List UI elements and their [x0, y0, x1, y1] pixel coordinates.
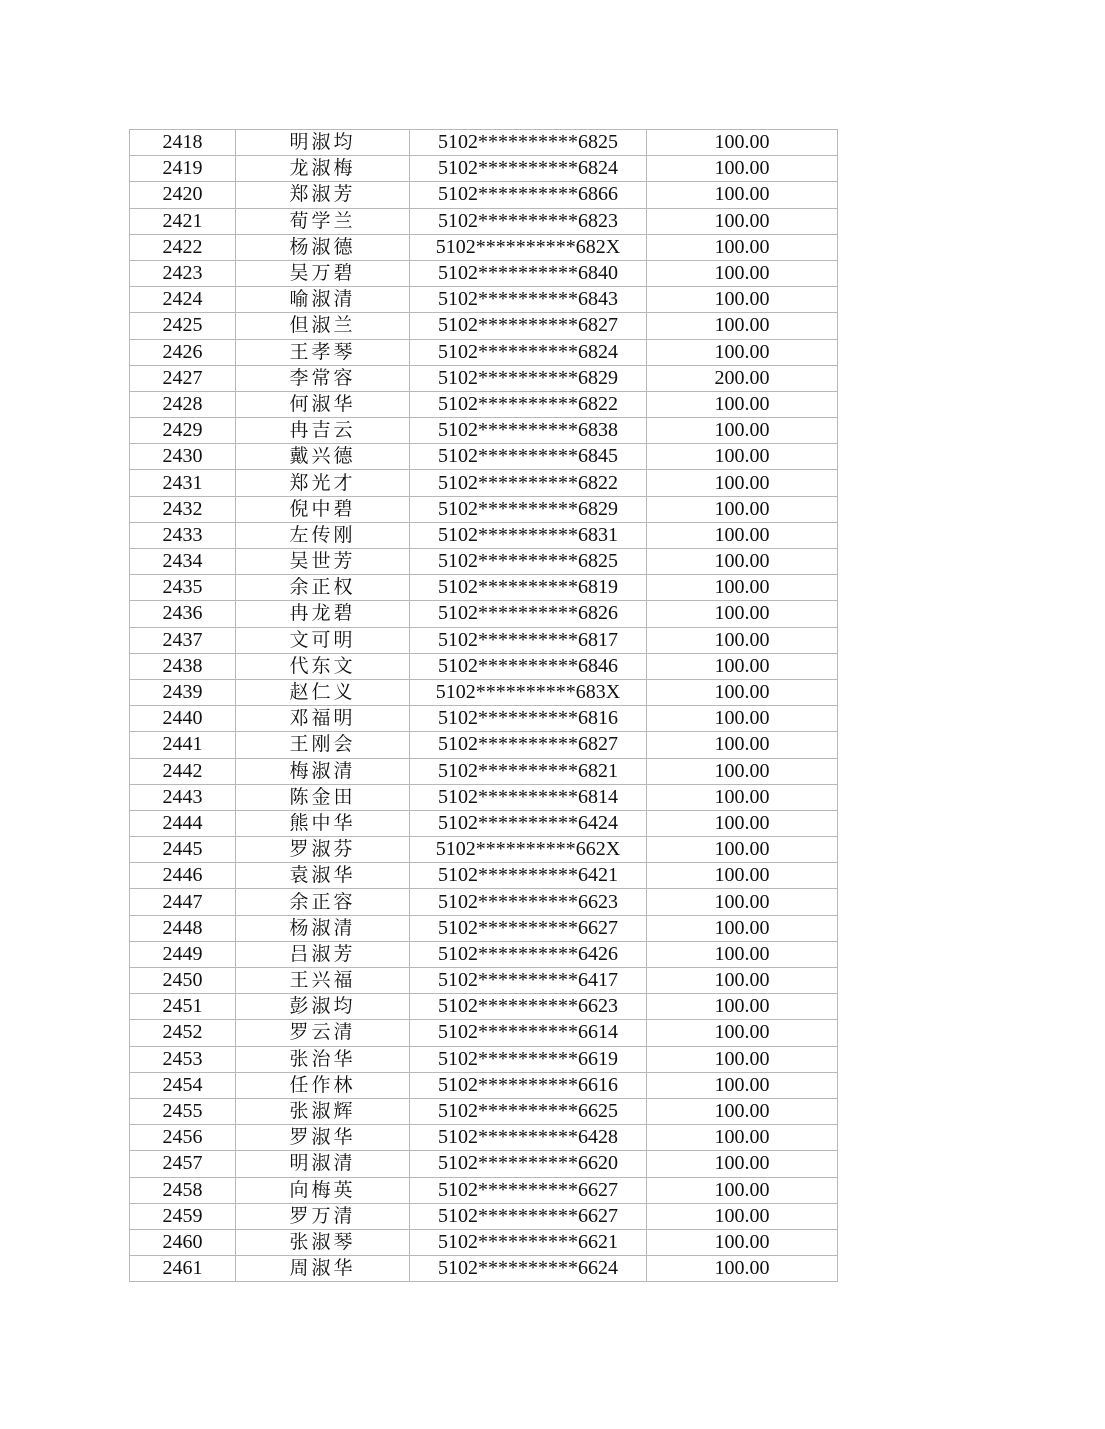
amount-cell: 100.00	[647, 1125, 838, 1151]
table-row	[130, 260, 838, 286]
table-row	[130, 994, 838, 1020]
table-row	[130, 810, 838, 836]
name-cell: 张淑琴	[236, 1229, 410, 1255]
id-number-cell: 5102**********6823	[410, 208, 647, 234]
amount-cell: 100.00	[647, 1203, 838, 1229]
name-cell: 张治华	[236, 1046, 410, 1072]
amount-cell: 100.00	[647, 679, 838, 705]
table-row	[130, 339, 838, 365]
amount-cell: 100.00	[647, 1020, 838, 1046]
name-cell: 吴万碧	[236, 260, 410, 286]
table-row	[130, 1046, 838, 1072]
id-number-cell: 5102**********682X	[410, 234, 647, 260]
row-number-cell: 2438	[130, 653, 236, 679]
table-row	[130, 732, 838, 758]
table-row	[130, 1098, 838, 1124]
amount-cell: 100.00	[647, 234, 838, 260]
name-cell: 陈金田	[236, 784, 410, 810]
amount-cell: 100.00	[647, 653, 838, 679]
table-row	[130, 234, 838, 260]
table-row	[130, 1020, 838, 1046]
id-number-cell: 5102**********6625	[410, 1098, 647, 1124]
name-cell: 何淑华	[236, 391, 410, 417]
id-number-cell: 5102**********6824	[410, 339, 647, 365]
table-row	[130, 889, 838, 915]
amount-cell: 100.00	[647, 706, 838, 732]
name-cell: 郑光才	[236, 470, 410, 496]
row-number-cell: 2440	[130, 706, 236, 732]
id-number-cell: 5102**********6822	[410, 391, 647, 417]
table-row	[130, 679, 838, 705]
id-number-cell: 5102**********6831	[410, 522, 647, 548]
table-row	[130, 182, 838, 208]
table-row	[130, 208, 838, 234]
name-cell: 喻淑清	[236, 287, 410, 313]
name-cell: 梅淑清	[236, 758, 410, 784]
row-number-cell: 2443	[130, 784, 236, 810]
row-number-cell: 2455	[130, 1098, 236, 1124]
id-number-cell: 5102**********6827	[410, 732, 647, 758]
id-number-cell: 5102**********6816	[410, 706, 647, 732]
table-row	[130, 522, 838, 548]
table-row	[130, 837, 838, 863]
table-row	[130, 941, 838, 967]
amount-cell: 100.00	[647, 156, 838, 182]
name-cell: 吴世芳	[236, 549, 410, 575]
row-number-cell: 2429	[130, 418, 236, 444]
table-row	[130, 1151, 838, 1177]
table-row	[130, 444, 838, 470]
id-number-cell: 5102**********6627	[410, 915, 647, 941]
amount-cell: 100.00	[647, 130, 838, 156]
table-row	[130, 758, 838, 784]
id-number-cell: 5102**********6424	[410, 810, 647, 836]
name-cell: 邓福明	[236, 706, 410, 732]
row-number-cell: 2433	[130, 522, 236, 548]
amount-cell: 100.00	[647, 810, 838, 836]
id-number-cell: 5102**********6838	[410, 418, 647, 444]
row-number-cell: 2427	[130, 365, 236, 391]
table-row	[130, 1125, 838, 1151]
id-number-cell: 5102**********6627	[410, 1203, 647, 1229]
table-row	[130, 1177, 838, 1203]
row-number-cell: 2421	[130, 208, 236, 234]
amount-cell: 100.00	[647, 391, 838, 417]
name-cell: 冉龙碧	[236, 601, 410, 627]
amount-cell: 100.00	[647, 1072, 838, 1098]
name-cell: 罗淑华	[236, 1125, 410, 1151]
amount-cell: 100.00	[647, 994, 838, 1020]
table-row	[130, 968, 838, 994]
amount-cell: 100.00	[647, 941, 838, 967]
name-cell: 冉吉云	[236, 418, 410, 444]
amount-cell: 100.00	[647, 1256, 838, 1282]
name-cell: 杨淑清	[236, 915, 410, 941]
row-number-cell: 2435	[130, 575, 236, 601]
name-cell: 但淑兰	[236, 313, 410, 339]
row-number-cell: 2434	[130, 549, 236, 575]
table-row	[130, 496, 838, 522]
table-row	[130, 601, 838, 627]
table-row	[130, 391, 838, 417]
table-row	[130, 365, 838, 391]
row-number-cell: 2452	[130, 1020, 236, 1046]
row-number-cell: 2450	[130, 968, 236, 994]
amount-cell: 100.00	[647, 444, 838, 470]
table-row	[130, 784, 838, 810]
row-number-cell: 2431	[130, 470, 236, 496]
amount-cell: 100.00	[647, 182, 838, 208]
id-number-cell: 5102**********6827	[410, 313, 647, 339]
row-number-cell: 2456	[130, 1125, 236, 1151]
amount-cell: 100.00	[647, 313, 838, 339]
row-number-cell: 2454	[130, 1072, 236, 1098]
name-cell: 代东文	[236, 653, 410, 679]
row-number-cell: 2448	[130, 915, 236, 941]
row-number-cell: 2436	[130, 601, 236, 627]
row-number-cell: 2428	[130, 391, 236, 417]
amount-cell: 100.00	[647, 601, 838, 627]
name-cell: 赵仁义	[236, 679, 410, 705]
table-row	[130, 470, 838, 496]
amount-cell: 100.00	[647, 915, 838, 941]
name-cell: 文可明	[236, 627, 410, 653]
row-number-cell: 2460	[130, 1229, 236, 1255]
table-row	[130, 549, 838, 575]
row-number-cell: 2446	[130, 863, 236, 889]
table-row	[130, 627, 838, 653]
data-table	[129, 129, 838, 1282]
row-number-cell: 2451	[130, 994, 236, 1020]
row-number-cell: 2418	[130, 130, 236, 156]
row-number-cell: 2424	[130, 287, 236, 313]
table-row	[130, 156, 838, 182]
amount-cell: 100.00	[647, 1151, 838, 1177]
amount-cell: 100.00	[647, 627, 838, 653]
table-row	[130, 915, 838, 941]
id-number-cell: 5102**********6614	[410, 1020, 647, 1046]
name-cell: 戴兴德	[236, 444, 410, 470]
amount-cell: 100.00	[647, 287, 838, 313]
name-cell: 罗云清	[236, 1020, 410, 1046]
row-number-cell: 2426	[130, 339, 236, 365]
id-number-cell: 5102**********6866	[410, 182, 647, 208]
row-number-cell: 2447	[130, 889, 236, 915]
name-cell: 罗淑芬	[236, 837, 410, 863]
table-row	[130, 575, 838, 601]
amount-cell: 200.00	[647, 365, 838, 391]
amount-cell: 100.00	[647, 889, 838, 915]
name-cell: 熊中华	[236, 810, 410, 836]
row-number-cell: 2459	[130, 1203, 236, 1229]
name-cell: 王刚会	[236, 732, 410, 758]
id-number-cell: 5102**********6623	[410, 889, 647, 915]
table-row	[130, 130, 838, 156]
row-number-cell: 2423	[130, 260, 236, 286]
row-number-cell: 2430	[130, 444, 236, 470]
amount-cell: 100.00	[647, 470, 838, 496]
row-number-cell: 2441	[130, 732, 236, 758]
amount-cell: 100.00	[647, 575, 838, 601]
table-row	[130, 653, 838, 679]
row-number-cell: 2449	[130, 941, 236, 967]
row-number-cell: 2461	[130, 1256, 236, 1282]
amount-cell: 100.00	[647, 418, 838, 444]
name-cell: 周淑华	[236, 1256, 410, 1282]
name-cell: 任作林	[236, 1072, 410, 1098]
row-number-cell: 2437	[130, 627, 236, 653]
table-body	[130, 130, 838, 1282]
id-number-cell: 5102**********6829	[410, 365, 647, 391]
amount-cell: 100.00	[647, 260, 838, 286]
amount-cell: 100.00	[647, 208, 838, 234]
id-number-cell: 5102**********6620	[410, 1151, 647, 1177]
amount-cell: 100.00	[647, 863, 838, 889]
name-cell: 明淑均	[236, 130, 410, 156]
amount-cell: 100.00	[647, 837, 838, 863]
name-cell: 向梅英	[236, 1177, 410, 1203]
id-number-cell: 5102**********6623	[410, 994, 647, 1020]
name-cell: 袁淑华	[236, 863, 410, 889]
name-cell: 杨淑德	[236, 234, 410, 260]
table-row	[130, 1256, 838, 1282]
id-number-cell: 5102**********6825	[410, 130, 647, 156]
amount-cell: 100.00	[647, 784, 838, 810]
id-number-cell: 5102**********6825	[410, 549, 647, 575]
id-number-cell: 5102**********6840	[410, 260, 647, 286]
row-number-cell: 2453	[130, 1046, 236, 1072]
amount-cell: 100.00	[647, 496, 838, 522]
table-row	[130, 418, 838, 444]
id-number-cell: 5102**********6819	[410, 575, 647, 601]
id-number-cell: 5102**********6428	[410, 1125, 647, 1151]
id-number-cell: 5102**********6621	[410, 1229, 647, 1255]
id-number-cell: 5102**********6814	[410, 784, 647, 810]
name-cell: 张淑辉	[236, 1098, 410, 1124]
name-cell: 王孝琴	[236, 339, 410, 365]
name-cell: 王兴福	[236, 968, 410, 994]
name-cell: 郑淑芳	[236, 182, 410, 208]
id-number-cell: 5102**********6627	[410, 1177, 647, 1203]
row-number-cell: 2425	[130, 313, 236, 339]
amount-cell: 100.00	[647, 732, 838, 758]
id-number-cell: 5102**********6846	[410, 653, 647, 679]
table-row	[130, 1229, 838, 1255]
row-number-cell: 2419	[130, 156, 236, 182]
id-number-cell: 5102**********6817	[410, 627, 647, 653]
id-number-cell: 5102**********6824	[410, 156, 647, 182]
amount-cell: 100.00	[647, 968, 838, 994]
row-number-cell: 2422	[130, 234, 236, 260]
amount-cell: 100.00	[647, 549, 838, 575]
row-number-cell: 2445	[130, 837, 236, 863]
name-cell: 明淑清	[236, 1151, 410, 1177]
amount-cell: 100.00	[647, 1229, 838, 1255]
id-number-cell: 5102**********683X	[410, 679, 647, 705]
row-number-cell: 2420	[130, 182, 236, 208]
id-number-cell: 5102**********6624	[410, 1256, 647, 1282]
amount-cell: 100.00	[647, 758, 838, 784]
id-number-cell: 5102**********6821	[410, 758, 647, 784]
name-cell: 彭淑均	[236, 994, 410, 1020]
name-cell: 荀学兰	[236, 208, 410, 234]
id-number-cell: 5102**********6826	[410, 601, 647, 627]
id-number-cell: 5102**********6845	[410, 444, 647, 470]
table-row	[130, 287, 838, 313]
amount-cell: 100.00	[647, 1177, 838, 1203]
id-number-cell: 5102**********6843	[410, 287, 647, 313]
id-number-cell: 5102**********6619	[410, 1046, 647, 1072]
name-cell: 罗万清	[236, 1203, 410, 1229]
amount-cell: 100.00	[647, 1046, 838, 1072]
id-number-cell: 5102**********662X	[410, 837, 647, 863]
name-cell: 余正权	[236, 575, 410, 601]
name-cell: 龙淑梅	[236, 156, 410, 182]
id-number-cell: 5102**********6417	[410, 968, 647, 994]
name-cell: 倪中碧	[236, 496, 410, 522]
amount-cell: 100.00	[647, 1098, 838, 1124]
amount-cell: 100.00	[647, 339, 838, 365]
name-cell: 左传刚	[236, 522, 410, 548]
id-number-cell: 5102**********6616	[410, 1072, 647, 1098]
row-number-cell: 2458	[130, 1177, 236, 1203]
id-number-cell: 5102**********6829	[410, 496, 647, 522]
amount-cell: 100.00	[647, 522, 838, 548]
table-row	[130, 313, 838, 339]
table-row	[130, 706, 838, 732]
name-cell: 吕淑芳	[236, 941, 410, 967]
row-number-cell: 2432	[130, 496, 236, 522]
id-number-cell: 5102**********6822	[410, 470, 647, 496]
row-number-cell: 2442	[130, 758, 236, 784]
table-row	[130, 863, 838, 889]
name-cell: 余正容	[236, 889, 410, 915]
table-row	[130, 1203, 838, 1229]
row-number-cell: 2457	[130, 1151, 236, 1177]
table-row	[130, 1072, 838, 1098]
row-number-cell: 2439	[130, 679, 236, 705]
row-number-cell: 2444	[130, 810, 236, 836]
id-number-cell: 5102**********6421	[410, 863, 647, 889]
id-number-cell: 5102**********6426	[410, 941, 647, 967]
name-cell: 李常容	[236, 365, 410, 391]
